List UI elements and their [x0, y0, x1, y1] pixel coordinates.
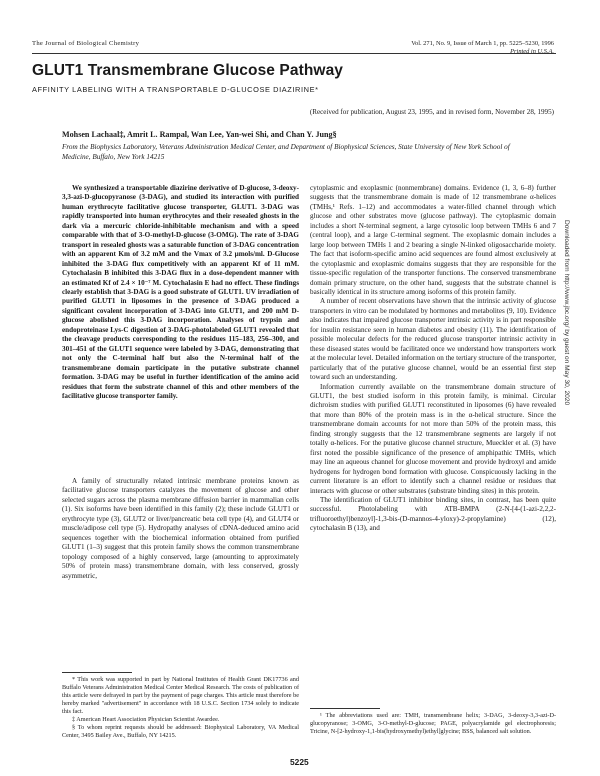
download-suffix: by guest on May 30, 2020 — [563, 329, 570, 406]
intro-paragraph: A family of structurally related intrinsic membrane proteins known as facilitative glucose transporters catalyzes the movement of glucose and other selected sugars across the plasma membrane diffusion barrier in mammalian cells (1). Six isoforms have been identified in this family (2); these include GLUT1 or erythrocyte type (3), GLUT2 or liver/pancreatic beta cell type (4), and GLUT4 or muscle/adipose cell type (5). Hydropathy analyses of cDNA-deduced amino acid sequences together with the biochemical information obtained from purified GLUT1 (1–3) suggest that this protein family shows the common transmembrane topology composed of a highly conserved, large (amounting to approximately 50% of protein mass) transmembrane domain, with less conserved, grossly asymmetric, — [62, 477, 299, 580]
footnote-rule — [310, 708, 380, 709]
journal-name: The Journal of Biological Chemistry — [32, 40, 140, 47]
printed-in: Printed in U.S.A. — [510, 48, 554, 55]
footnote-rule — [62, 672, 132, 673]
paragraph: A number of recent observations have shown that the intrinsic activity of glucose transporters in vitro can be modulated by hormones and metabolites (9, 10). Evidence also indicates that impaired glucose transporter intrinsic activity is in part responsible for insulin resistance seen in human diabetes and obesity (11). The identification of possible molecular defects for the reduced glucose transporter intrinsic activity in these diseased states would be facilitated once we understand how transporters work at the molecular level. Detailed information on the tertiary structure of the transporter, particularly that of the putative glucose channel, would be an essential first step toward such an understanding. — [310, 297, 556, 382]
download-prefix: Downloaded from — [563, 220, 570, 272]
abstract-text: We synthesized a transportable diazirine derivative of D-glucose, 3-deoxy-3,3-azi-D-glucopyranose (3-DAG), and studied its interaction with purified human erythrocyte facilitative glucose transporter, GLUT1. 3-DAG was rapidly transported into human erythrocytes and their resealed ghosts in the dark via a mercuric chloride-inhibitable mechanism and with a speed comparable with that of 3-O-methyl-D-glucose (3-OMG). The rate of 3-DAG transport in resealed ghosts was a saturable function of 3-DAG concentration with an apparent Km of 3.2 mM and the Vmax of 3.2 μmols/ml. D-Glucose inhibited the 3-DAG flux competitively with an apparent Kf of 11 mM. Cytochalasin B inhibited this 3-DAG flux in a dose-dependent manner with an estimated Kf of 2.4 × 10⁻⁷ M. Cytochalasin E had no effect. These findings clearly establish that 3-DAG is a good substrate of GLUT1. UV irradiation of purified GLUT1 in liposomes in the presence of 3-DAG produced a significant covalent incorporation of 3-DAG into GLUT1, and 200 mM D-glucose abolished this 3-DAG incorporation. Analyses of trypsin and endoproteinase Lys-C digestion of 3-DAG-photolabeled GLUT1 revealed that the cleavage products corresponding to the residues 115–183, 256–300, and 301–451 of the GLUT1 sequence were labeled by 3-DAG, demonstrating that not only the C-terminal half but also the N-terminal half of the transmembrane domain participate in the putative substrate channel formation. 3-DAG may be useful in further identification of the amino acid residues that form the substrate channel of this and other members of the facilitative glucose transporter family. — [62, 184, 299, 400]
author-list: Mohsen Lachaal‡, Amrit L. Rampal, Wan Lee, Yan-wei Shi, and Chan Y. Jung§ — [62, 130, 337, 139]
footnotes-left — [62, 676, 299, 740]
page-number: 5225 — [290, 757, 309, 767]
article-title: GLUT1 Transmembrane Glucose Pathway — [32, 62, 344, 79]
journal-link[interactable]: http://www.jbc.org/ — [563, 273, 570, 328]
paragraph: Information currently available on the transmembrane domain structure of GLUT1, the best studied isoform in this protein family, is minimal. Circular dichroism studies with purified GLUT1 reconstituted in liposomes (6) have revealed that more than 80% of the protein mass is in the α-helical structure. Since the transmembrane domain accounts for not more than 50% of the protein mass, this finding strongly suggests that the 12 transmembrane segments are largely if not totally α-helices. For the putative glucose channel structure, Mueckler et al. (3) have first noted the possible significance of the presence of amphipathic TMHs, which may line an aqueous channel for glucose movement and provide hydroxyl and amide hydrogens for hydrogen bond formation with glucose. Conspicuously lacking in the current literature is an effort to identify such a channel residue or residues that interacts with glucose or other substrates (substrate binding sites) in this protein. — [310, 382, 556, 495]
header-rule — [32, 53, 556, 54]
article-subtitle: AFFINITY LABELING WITH A TRANSPORTABLE D-GLUCOSE DIAZIRINE* — [32, 85, 319, 94]
received-dates: (Received for publication, August 23, 1995, and in revised form, November 28, 1995) — [309, 108, 554, 116]
abstract — [62, 184, 299, 401]
correspondence-footnote: § To whom reprint requests should be addressed: Biophysical Laboratory, VA Medical Center, 3495 Bailey Ave., Buffalo, NY 14215. — [62, 724, 299, 739]
paragraph: The identification of GLUT1 inhibitor binding sites, in contrast, has been quite successful. Photolabeling with ATB-BMPA (2-N-[4-(1-azi-2,2,2-trifluoroethyl)benzoyl]-1,3-bis-(D-mannos-4-yloxy)-2-propylamine) (12), cytochalasin B (13), and — [310, 495, 556, 533]
paragraph: cytoplasmic and exoplasmic (nonmembrane) domains. Evidence (1, 3, 6–8) further suggests that the transmembrane domain is made of 12 transmembrane α-helices (TMHs,¹ Refs. 1–12) and accommodates a water-filled channel through which glucose and other substrates move (glucose pathway). The cytoplasmic domain includes a short N-terminal segment, a large cytosolic loop between TMHs 6 and 7 (central loop), and a large C-terminal segment. The exoplasmic domain includes a large loop between TMHs 1 and 2 bearing a single N-linked oligosaccharide moiety. The fact that isoform-specific amino acid sequences are found almost exclusively at the cytoplasmic and exoplasmic domains suggests that they are responsible for the tissue-specific regulation of the transporter functions. The conserved transmembrane domain primary structure, on the other hand, suggests that the substrate channel is basically identical in its structure among isoforms of this protein family. — [310, 184, 556, 296]
funding-footnote: * This work was supported in part by National Institutes of Health Grant DK17736 and Buffalo Veterans Administration Medical Center Medical Research. The costs of publication of this article were defrayed in part by the payment of page charges. This article must therefore be hereby marked "advertisement" in accordance with 18 U.S.C. Section 1734 solely to indicate this fact. — [62, 676, 299, 715]
right-column — [310, 184, 556, 534]
award-footnote: ‡ American Heart Association Physician Scientist Awardee. — [72, 716, 220, 723]
affiliation: From the Biophysics Laboratory, Veterans Administration Medical Center, and Department of Biophysical Sciences, State University of New York School of Medicine, Buffalo, New York 14215 — [62, 143, 510, 161]
abbreviations-footnote: ¹ The abbreviations used are: TMH, transmembrane helix; 3-DAG, 3-deoxy-3,3-azi-D-glucopyranose; 3-OMG, 3-O-methyl-D-glucose; PAGE, polyacrylamide gel electrophoresis; Tricine, N-[2-hydroxy-1,1-bis(hydroxymethyl)ethyl]glycine; BSS, balanced salt solution. — [310, 712, 556, 735]
volume-issue-pages: Vol. 271, No. 9, Issue of March 1, pp. 5225–5230, 1996 — [411, 40, 554, 47]
intro-left-column — [62, 477, 299, 581]
download-notice — [560, 220, 572, 560]
footnote-right — [310, 712, 556, 736]
